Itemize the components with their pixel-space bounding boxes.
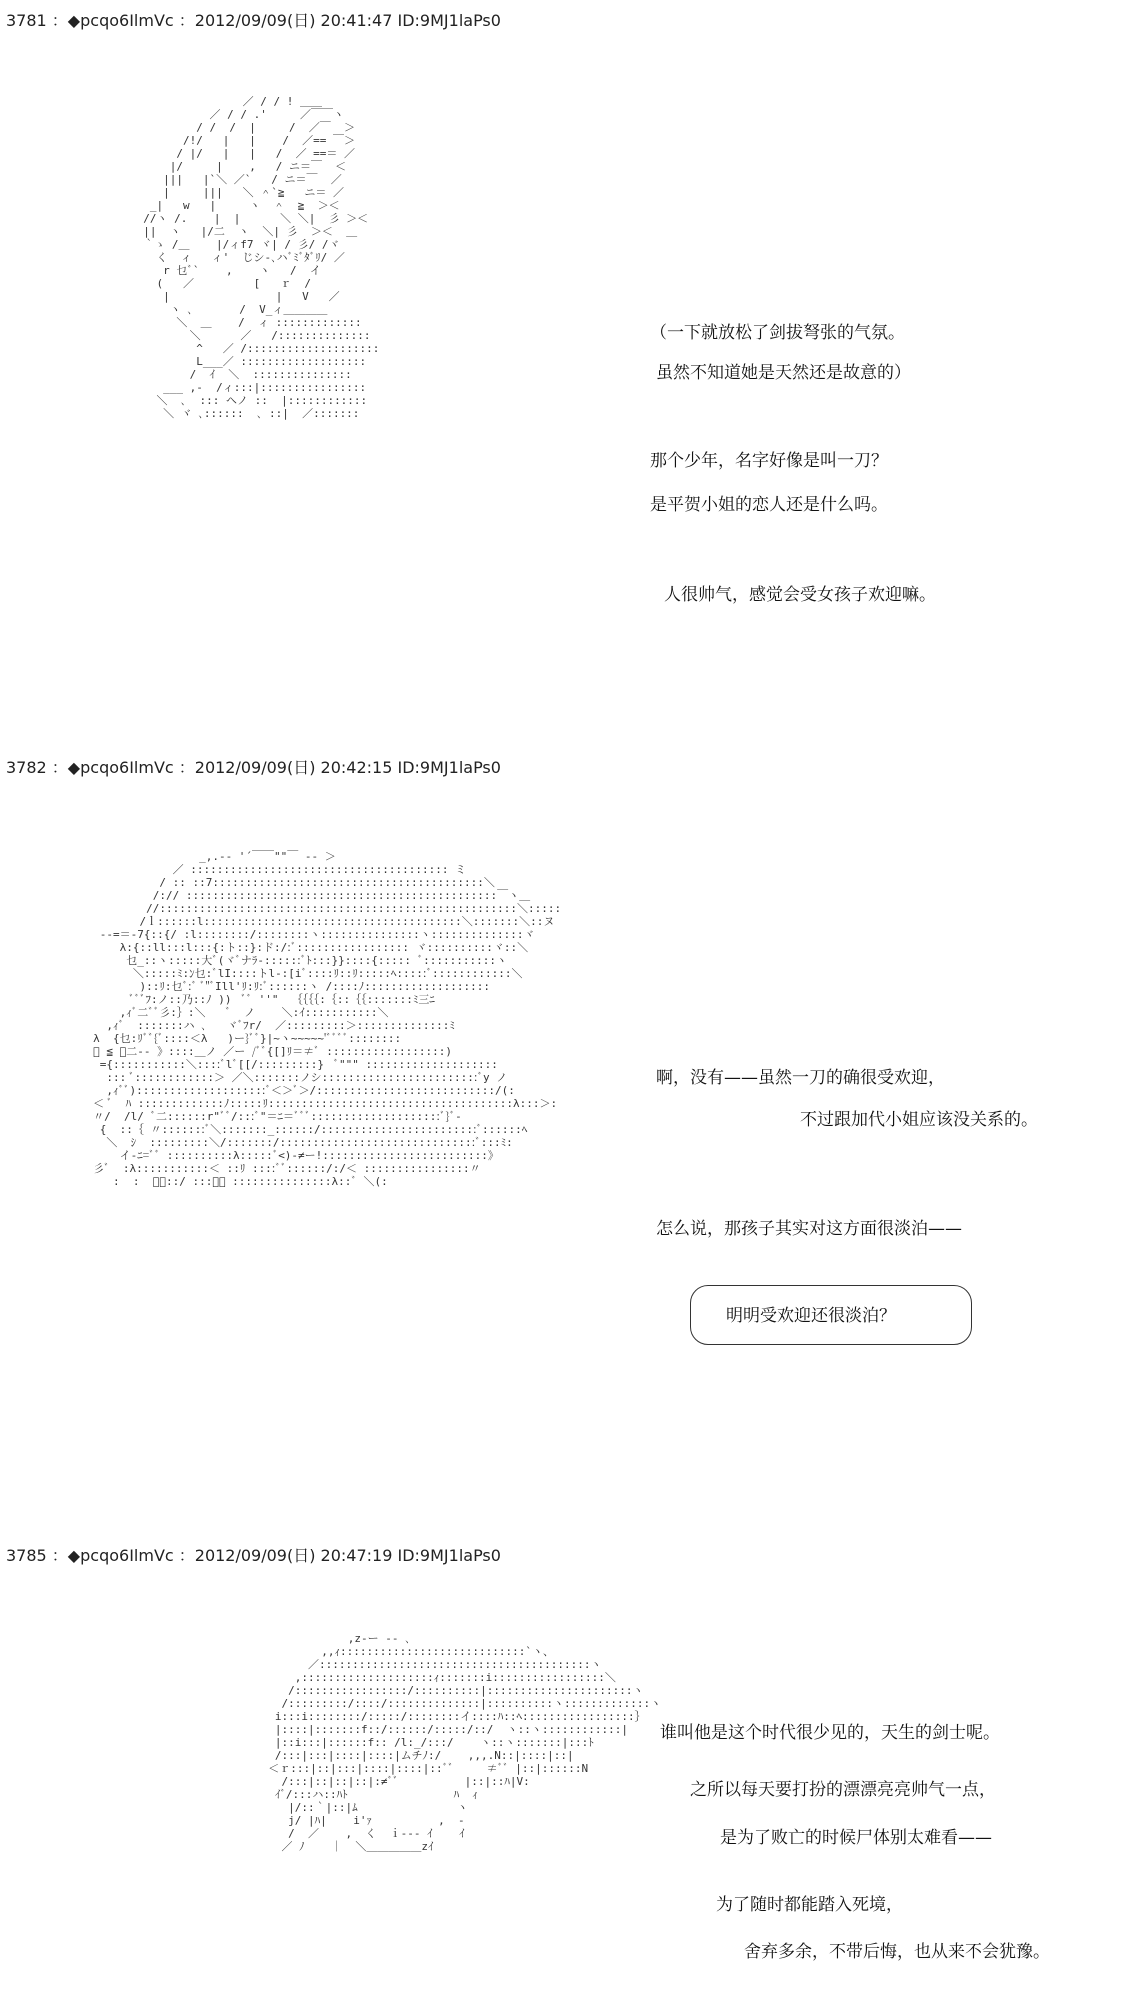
speech-bubble-text: 明明受欢迎还很淡泊？	[726, 1306, 896, 1326]
dialogue-line: 之所以每天要打扮的漂漂亮亮帅气一点，	[690, 1780, 996, 1800]
dialogue-line: 是平贺小姐的恋人还是什么吗。	[650, 495, 888, 515]
ascii-art-figure: ,z‐ー ‐‐ ､ ,,ｨ::::::::::::::::::::::::::::`ヽ、 ／:::::::::::::::::::::::::::::::::::::::::ヽ ,::::::::::::::::::::ｨ:::::::i:::::::::::::::::＼ /:::::::::::::::::/::::::::::|::::::::::::::::::::::ヽ /:::::::::/::::/::::::::::::::|::::::::::ヽ:::::::::::::ヽ i:::i::::::::/:::::/::::::::イ::::ﾊ::ﾍ:::::::::::::::::｝ |::::|:::::::f::/::::::/:::::/::/ ヽ::ヽ::::::::::::| |::i:::|::::::f:: /l:_/:::/ ヽ::ヽ:::::::|:::ﾄ /:::|:::|::::|::::|ムチﾉ:/ ,,,.N::|::::|::| ＜ｒ:::|::|:::|::::|::::|::ﾞﾞ ≠ﾞﾞ |::|::::::N /:::|::|::|::|:≠ﾞﾞ |::|::ﾊ|V: ｲﾞ/:::ハ::ﾊﾄ ﾊ ｨ |/::｀|::|ﾑ ヽ j/ |ﾊ| i'ｧ , - / ／ , く ｉ‐‐‐ ｲ ｲ ／ ﾉ ｜ ＼＿＿＿＿＿zｲ	[268, 1632, 662, 1853]
dialogue-line: 人很帅气，感觉会受女孩子欢迎嘛。	[664, 585, 936, 605]
post-header: 3781 ：◆pcqo6IlmVc ：2012/09/09(日) 20:41:47 ID:9MJ1laPs0	[6, 11, 501, 30]
dialogue-line: 谁叫他是这个时代很少见的，天生的剑士呢。	[660, 1723, 1000, 1743]
dialogue-line: （一下就放松了剑拔弩张的气氛。	[650, 323, 905, 343]
ascii-art-figure: _,.-‐ '´￣￣""￣ ‐- ＞ ／ ::::::::::::::::::::::::::::::::::::::: ミ / :: ::7:::::::::::::::::::::::::::::::::::::::::＼ /:// :::::::::::::::::::::::::::::::::::::::::::::::￣ヽ＿ //::::::::::::::::::::::::::::::::::::::::::::::::::::::＼::::: /ｌ::::::l:::::::::::::::::::::::::::::::::::::::＼:::::::＼::ヌ --=＝-7{::{/ :l::::::::/::::::::ヽ:::::::::::::::ヽ::::::::::::::ヾ λ:{::ll:::l:::{:ト::}:ド:/:ﾞ::::::::::::::::: ヾ::::::::::ヾ::＼ 乜_::ヽ:::::大ﾞ(ヾﾞナﾗ-::::::ﾞﾄ:::}}::::{::::: ﾞ:::::::::::ヽ ＼:::::ﾐ:ﾝ乜:ﾞlI::::トl-:[iﾞ::::ﾘ::ﾘ:::::ﾍ:::::ﾞ::::::::::::＼ )::ﾘ:乜ﾞ:ﾞ ﾞ"ﾞIll'ﾘ:ﾘ:ﾞ::::::ヽ /::::ﾉ::::::::::::::::::: ﾞﾞﾞﾌ:ノ::乃::ﾉ )) ﾞﾞ ''" ｛｛｛｛:｛::｛｛:::::::ﾐ三ﾆ ,ｨﾞ二ﾞﾞ彡:｝:＼ ﾞ ノ ＼:ｲ:::::::::::＼ ,ｨﾞ :::::::ハ ､ ヾﾞﾌr/ ／:::::::::＞::::::::::::::ﾐ λ {乜:ﾘﾞﾞ{ﾞ::::＜λ )ー}ﾞﾞ}|~ヽ~~~~~'ﾞﾞﾞﾞ:::::::: ﾞ ≦ ＿二-- 》::::＿ノ ／ー /ﾞﾞ{[]ﾘ＝≠ﾞ ::::::::::::::::::) ={:::::::::::＼::::ﾞlﾞ[[/:::::::::} ﾞ""" :::::::::::::::::::: ::: ﾞ::::::::::::＞ ／＼:::::::ノシ::::::::::::::::::::::::ﾞy ノ ,ｨﾞﾞ)::::::::::::::::::::ﾞ＜＞ﾞ＞/:::::::::::::::::::::::::::/(: ＜ ﾞ ﾊ :::::::::::::ﾉ:::::ﾘ:::::::::::::::::::::::::::::::::::::λ:::＞: 〃/ /l/ ﾞ二::::::r"ﾞﾞ/:::ﾞ"＝ﾆ＝ﾞﾞﾞ::::::::::::::::::::ﾞ}ﾞ- { ::｛ 〃:::::::ﾞ＼:::::::_::::::/::::::::::::::::::::::::ﾞ::::::ﾍ ＼ ｼ :::::::::＼/:::::::/::::::::::::::::::::::::::::::ﾞ:::ﾐ: イ-ﾆ=ﾞﾞ ::::::::::λ:::::ﾞ<)-≠ー!:::::::::::::::::::::::::》 彡ﾞ :λ:::::::::::＜ ::ﾘ ::::ﾞﾞ::::::/:/＜ ::::::::::::::::〃 : : ﾞﾞ::/ :::／￣ :::::::::::::::λ::ﾞ ＼(:	[86, 850, 562, 1188]
ascii-art-figure: ／ / / ! ＿＿ ／ / / .' ／￣￣ヽ / / / | / ／￣ ＞ /!/ | | / ／== ￣＞ / |/ | | / ／ ==＝ ／ |/ | , / ニ＝￣ ＜ ||| |`＼ ／` / ニ＝￣ ／ | ||| ＼ ＾`≧ ニ＝ ／ _| w | ヽ ＾ ≧ ＞＜ //ヽ /. | | ＼ ＼| 彡 ＞＜ || ヽ |/二 ヽ ＼| 彡 ＞＜ ＿ ｀ゝ /＿ |/ィf7 ヾ| / 彡/ /ヾ く ィ ィ' じシ-､ハﾞﾐﾞﾀﾞﾘ/ ／ r 乜ﾞ` , ヽ / イ ( ／ [ ｒ / | | V ／ ヽ ､ / V_ィ＿＿＿＿ ＼ ＿ / ィ ::::::::::::: ＼ ／ /:::::::::::::: ^ ／ /:::::::::::::::::::: L___／ ::::::::::::::::::: / ｲ ＼ ::::::::::::::: ___ ,- /ィ:::|:::::::::::::::: ＼ ､ ::: ヘノ :: |:::::::::::: ＼ ヾ ､:::::: ､ ::| ／:::::::	[143, 95, 380, 420]
dialogue-line: 为了随时都能踏入死境，	[716, 1895, 903, 1915]
dialogue-line: 那个少年，名字好像是叫一刀？	[650, 451, 888, 471]
post-header: 3782 ：◆pcqo6IlmVc ：2012/09/09(日) 20:42:15 ID:9MJ1laPs0	[6, 758, 501, 777]
dialogue-line: 虽然不知道她是天然还是故意的）	[656, 363, 911, 383]
post-header: 3785 ：◆pcqo6IlmVc ：2012/09/09(日) 20:47:19 ID:9MJ1laPs0	[6, 1546, 501, 1565]
dialogue-line: 是为了败亡的时候尸体别太难看——	[720, 1828, 992, 1848]
dialogue-line: 不过跟加代小姐应该没关系的。	[800, 1110, 1038, 1130]
dialogue-line: 啊，没有——虽然一刀的确很受欢迎，	[656, 1068, 945, 1088]
dialogue-line: 怎么说，那孩子其实对这方面很淡泊——	[656, 1219, 962, 1239]
dialogue-line: 舍弃多余，不带后悔，也从来不会犹豫。	[744, 1942, 1050, 1962]
